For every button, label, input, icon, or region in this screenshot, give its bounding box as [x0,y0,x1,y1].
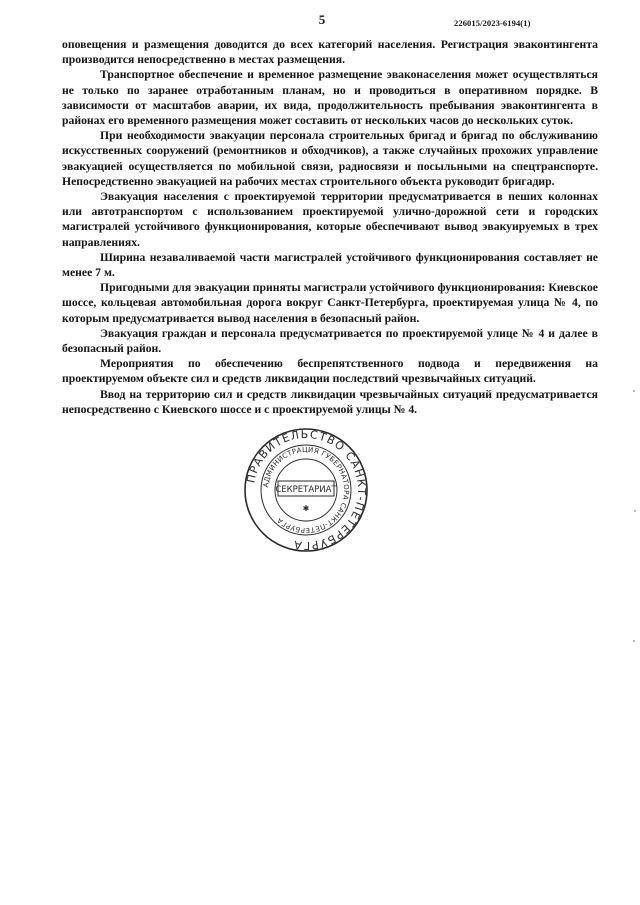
stamp-star-icon: ✱ [302,504,310,513]
stamp-inner-text: АДМИНИСТРАЦИЯ ГУБЕРНАТОРА САНКТ-ПЕТЕРБУРГА [262,445,351,535]
paragraph: Эвакуация граждан и персонала предусматривается по проектируемой улице № 4 и далее в безопасный район. [62,326,598,356]
stamp-outer-text: ПРАВИТЕЛЬСТВО САНКТ-ПЕТЕРБУРГА [244,427,369,553]
page-number: 5 [318,12,326,27]
stamp-seal-icon [243,427,369,553]
paragraph: Пригодными для эвакуации приняты магистрали устойчивого функционирования: Киевское шоссе, кольцевая автомобильная дорога вокруг Санкт-Петербурга, проектируемая улица № 4, по которым предусматривается вывод населения в безопасный район. [62,281,598,325]
scan-artifact [633,390,635,392]
scan-artifact [634,510,636,512]
paragraph: Ширина незаваливаемой части магистралей устойчивого функционирования составляет не менее 7 м. [62,250,598,280]
paragraph: оповещения и размещения доводится до всех категорий населения. Регистрация эваконтингента производится непосредственно в местах размещения. [62,38,598,67]
scan-artifact [633,640,635,642]
paragraph: Эвакуация населения с проектируемой территории предусматривается в пеших колоннах или автотранспортом с использованием проектируемой улично-дорожной сети и городских магистралей устойчивого функционирования, которые обеспечивают вывод эвакуируемых в трех направлениях. [62,190,598,249]
document-id: 226015/2023-6194(1) [454,18,531,28]
paragraph: Мероприятия по обеспечению беспрепятственного подвода и передвижения на проектируемом объекте сил и средств ликвидации последствий чрезвычайных ситуаций. [62,357,598,386]
paragraph: Ввод на территорию сил и средств ликвидации чрезвычайных ситуаций предусматривается непосредственно с Киевского шоссе и с проектируемой улицы № 4. [62,387,598,416]
document-body [62,37,598,417]
paragraph: Транспортное обеспечение и временное размещение эваконаселения может осуществляться не только по заранее отработанным планам, но и проводиться в оперативном порядке. В зависимости от масштабов аварии, их вида, продолжительность пребывания эваконтингента в районах его временного размещения может составить от нескольких часов до нескольких суток. [62,68,598,128]
paragraph: При необходимости эвакуации персонала строительных бригад и бригад по обслуживанию искусственных сооружений (ремонтников и обходчиков), а также случайных прохожих управление эвакуацией осуществляется по мобильной связи, радиосвязи и посыльными на спецтранспорте. Непосредственно эвакуацией на рабочих местах строительного объекта руководит бригадир. [62,129,598,188]
official-stamp [243,427,369,553]
stamp-center-text: СЕКРЕТАРИАТ [275,485,337,495]
